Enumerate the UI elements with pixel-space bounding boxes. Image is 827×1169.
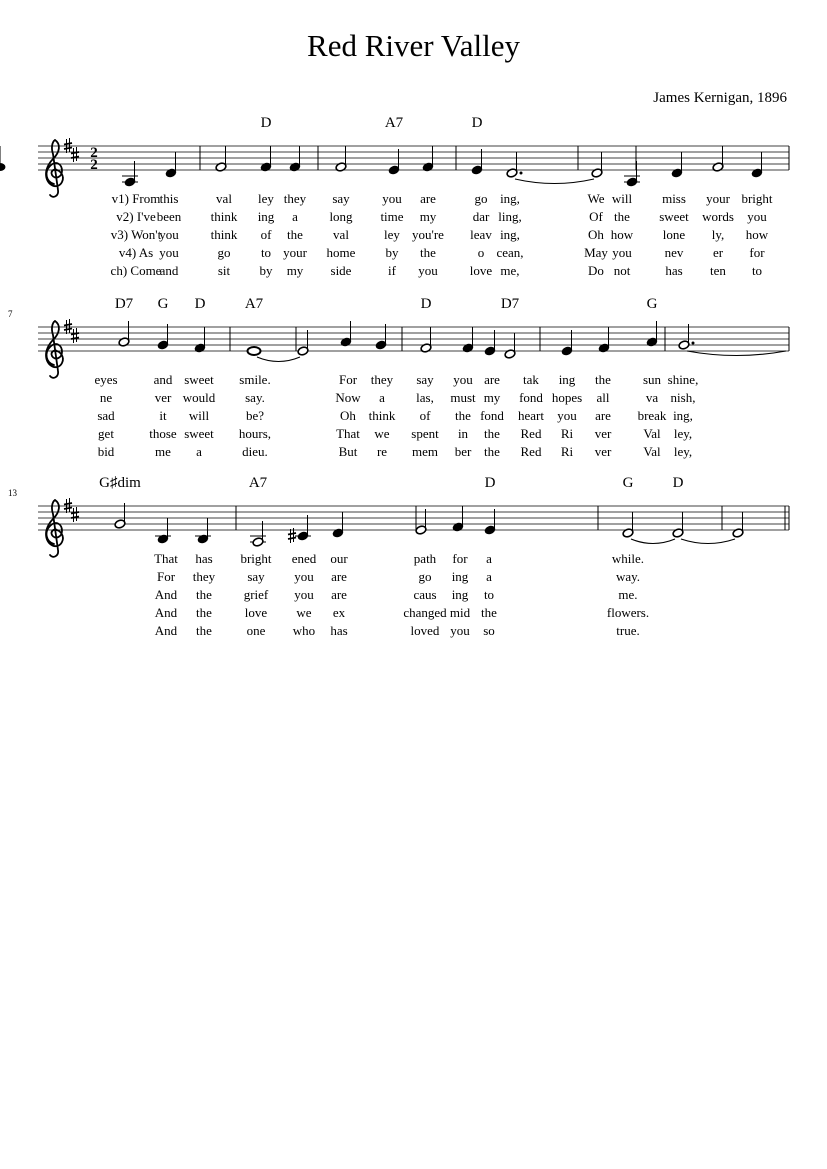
lyric-syllable: ver	[154, 390, 172, 405]
lyric-syllable: v4) As	[118, 245, 154, 260]
note-d4	[165, 152, 177, 178]
lyric-syllable: are	[595, 408, 611, 423]
measure-number: 13	[8, 488, 17, 498]
lyric-syllable: the	[484, 426, 500, 441]
note-d4	[732, 512, 744, 538]
lyric-syllable: love	[244, 605, 268, 620]
lyric-syllable: ex	[332, 605, 346, 620]
lyric-syllable: say	[332, 191, 350, 206]
lyric-syllable: ly,	[711, 227, 725, 242]
lyric-syllable: ing,	[500, 191, 520, 206]
note-d4	[672, 512, 684, 538]
chord-symbol: G♯dim	[99, 475, 141, 491]
lyric-syllable: Ri	[560, 444, 574, 459]
chord-symbol: D	[194, 296, 206, 312]
sharp-icon	[71, 147, 79, 162]
lyric-syllable: time	[380, 209, 404, 224]
note-f4	[462, 327, 474, 353]
lyric-syllable: has	[665, 263, 683, 278]
lyric-syllable: you	[612, 245, 632, 260]
lyric-syllable: if	[388, 263, 396, 278]
lyric-syllable: say.	[245, 390, 265, 405]
song-title: Red River Valley	[307, 28, 520, 63]
treble-clef-icon	[46, 321, 63, 378]
lyric-syllable: me,	[500, 263, 520, 278]
lyric-syllable: Val	[643, 426, 661, 441]
lyric-syllable: by	[385, 245, 399, 260]
lyric-syllable: you	[557, 408, 577, 423]
lyric-syllable: v3) Won't	[110, 227, 162, 242]
lyric-syllable: go	[474, 191, 488, 206]
lyric-syllable: ber	[454, 444, 472, 459]
lyric-syllable: loved	[410, 623, 440, 638]
lyric-syllable: v1) From	[111, 191, 161, 206]
lyric-syllable: are	[331, 587, 347, 602]
lyric-syllable: to	[260, 245, 272, 260]
note-g4	[678, 324, 694, 350]
note-g4	[375, 324, 387, 350]
lyric-syllable: But	[338, 444, 358, 459]
lyric-syllable: go	[418, 569, 432, 584]
lyric-syllable: those	[149, 426, 177, 441]
lyric-syllable: ing	[558, 372, 576, 387]
tie-slur	[515, 179, 594, 184]
note-csharp4	[297, 515, 309, 541]
lyric-syllable: me.	[618, 587, 638, 602]
lyric-syllable: bright	[240, 551, 272, 566]
lyric-syllable: ver	[594, 426, 612, 441]
lyric-syllable: bid	[97, 444, 115, 459]
note-e4	[484, 330, 496, 356]
lyric-syllable: sweet	[184, 426, 214, 441]
lyric-syllable: the	[196, 623, 212, 638]
note-b3	[197, 518, 209, 544]
lyric-syllable: will	[611, 191, 633, 206]
lyric-syllable: Of	[589, 209, 603, 224]
lyric-syllable: they	[283, 191, 307, 206]
note-d4	[671, 152, 683, 178]
lyric-syllable: Val	[643, 444, 661, 459]
sharp-icon	[71, 507, 79, 522]
lyric-syllable: Red	[520, 426, 542, 441]
lyric-syllable: shine,	[667, 372, 699, 387]
lyric-syllable: That	[336, 426, 360, 441]
lyric-syllable: dieu.	[242, 444, 268, 459]
time-signature-denominator: 2	[90, 157, 98, 173]
lyric-syllable: We	[587, 191, 605, 206]
lyric-syllable: That	[154, 551, 178, 566]
lyric-syllable: think	[368, 408, 396, 423]
lyric-syllable: would	[182, 390, 216, 405]
lyric-syllable: the	[484, 444, 500, 459]
lyric-syllable: ing,	[500, 227, 520, 242]
lyric-syllable: Red	[520, 444, 542, 459]
note-d4	[506, 152, 522, 178]
note-a3	[252, 521, 264, 547]
lyric-syllable: the	[196, 587, 212, 602]
note-f4	[215, 146, 227, 172]
lyric-syllable: to	[751, 263, 763, 278]
note-a4	[340, 321, 352, 347]
tie-slur	[257, 357, 300, 362]
sharp-icon	[64, 138, 72, 153]
chord-symbol: A7	[244, 296, 264, 312]
chord-symbol: D	[672, 475, 684, 491]
lyric-syllable: you	[159, 245, 179, 260]
lyric-syllable: side	[330, 263, 352, 278]
lyric-syllable: eyes	[94, 372, 118, 387]
sharp-icon	[71, 328, 79, 343]
sharp-icon	[64, 319, 72, 334]
note-e4	[484, 509, 496, 535]
lyric-syllable: sun	[642, 372, 662, 387]
note-f4	[0, 146, 5, 171]
note-e4	[297, 330, 309, 356]
lyric-syllable: of	[260, 227, 272, 242]
lyric-syllable: must	[450, 390, 476, 405]
lyric-syllable: are	[331, 569, 347, 584]
lyric-syllable: it	[159, 408, 167, 423]
lyric-syllable: home	[326, 245, 356, 260]
lyric-syllable: long	[329, 209, 353, 224]
dot	[520, 172, 523, 175]
lyric-syllable: will	[188, 408, 210, 423]
lyric-syllable: And	[154, 605, 178, 620]
lyric-syllable: ened	[291, 551, 317, 566]
lyric-syllable: ling,	[498, 209, 522, 224]
lyric-syllable: las,	[416, 390, 434, 405]
lyric-syllable: ley	[258, 191, 274, 206]
lyric-syllable: are	[420, 191, 436, 206]
lyric-syllable: of	[419, 408, 431, 423]
lyric-syllable: be?	[245, 408, 265, 423]
note-f4	[260, 146, 272, 172]
lyric-syllable: fond	[480, 408, 504, 423]
lyric-syllable: For	[338, 372, 358, 387]
tie-slur	[631, 539, 675, 544]
lyric-syllable: v2) I've	[116, 209, 156, 224]
lyric-syllable: dar	[472, 209, 490, 224]
lyric-syllable: you	[294, 587, 314, 602]
lyric-syllable: ne	[99, 390, 113, 405]
lyric-syllable: Do	[588, 263, 604, 278]
lyric-syllable: And	[154, 587, 178, 602]
lyric-syllable: break	[637, 408, 667, 423]
lyric-syllable: has	[330, 623, 348, 638]
lyric-syllable: to	[483, 587, 495, 602]
note-f4	[194, 327, 206, 353]
lyric-syllable: your	[283, 245, 307, 260]
lyric-syllable: mem	[412, 444, 438, 459]
lyric-syllable: mid	[449, 605, 471, 620]
sharp-icon	[64, 498, 72, 513]
note-a4	[118, 321, 130, 347]
lyric-syllable: ley	[384, 227, 400, 242]
lyric-syllable: o	[477, 245, 485, 260]
lyric-syllable: you	[294, 569, 314, 584]
lyric-syllable: val	[333, 227, 349, 242]
lyric-syllable: a	[486, 551, 492, 566]
lyric-syllable: for	[749, 245, 765, 260]
lyric-syllable: ch) Come	[110, 263, 162, 278]
lyric-syllable: smile.	[239, 372, 271, 387]
lyric-syllable: we	[296, 605, 312, 620]
lyric-syllable: a	[292, 209, 298, 224]
lyric-syllable: get	[98, 426, 114, 441]
lyric-syllable: been	[156, 209, 182, 224]
treble-clef-icon	[46, 500, 63, 557]
lyric-syllable: ing,	[673, 408, 693, 423]
lyric-syllable: ten	[710, 263, 726, 278]
lyric-syllable: you	[418, 263, 438, 278]
note-d4	[332, 512, 344, 538]
chord-symbol: A7	[384, 115, 404, 131]
lyric-syllable: the	[287, 227, 303, 242]
note-e4	[561, 330, 573, 356]
lyric-syllable: our	[330, 551, 348, 566]
lyric-syllable: one	[246, 623, 266, 638]
lyric-syllable: in	[457, 426, 469, 441]
lyric-syllable: the	[455, 408, 471, 423]
lyric-syllable: nish,	[670, 390, 696, 405]
note-f4	[420, 327, 432, 353]
lyric-syllable: the	[481, 605, 497, 620]
lyric-syllable: this	[159, 191, 179, 206]
chord-symbol: G	[646, 296, 658, 312]
lyric-syllable: while.	[611, 551, 645, 566]
lyric-syllable: how	[745, 227, 769, 242]
lyric-syllable: you	[382, 191, 402, 206]
lyric-syllable: think	[210, 209, 238, 224]
lyric-syllable: ley,	[673, 426, 693, 441]
lyric-syllable: a	[486, 569, 492, 584]
lyric-syllable: nev	[664, 245, 684, 260]
lyric-syllable: you	[450, 623, 470, 638]
lyric-syllable: go	[217, 245, 231, 260]
chord-symbol: A7	[248, 475, 268, 491]
lyric-syllable: by	[259, 263, 273, 278]
lyric-syllable: they	[192, 569, 216, 584]
lyric-syllable: Ri	[560, 426, 574, 441]
chord-symbol: G	[622, 475, 634, 491]
lyric-syllable: hopes	[551, 390, 583, 405]
lyric-syllable: ver	[594, 444, 612, 459]
lyric-syllable: the	[595, 372, 611, 387]
dot	[692, 342, 695, 345]
lyric-syllable: who	[292, 623, 316, 638]
lyric-syllable: changed	[403, 605, 447, 620]
lyric-syllable: we	[374, 426, 390, 441]
lyric-syllable: you	[453, 372, 473, 387]
lyric-syllable: val	[216, 191, 232, 206]
note-f4	[335, 146, 347, 172]
lyric-syllable: the	[614, 209, 630, 224]
chord-symbol: D	[484, 475, 496, 491]
lyric-syllable: Oh	[340, 408, 356, 423]
note-g4	[114, 503, 126, 529]
tie-slur	[681, 539, 735, 544]
note-f4	[289, 146, 301, 172]
lyric-syllable: words	[702, 209, 734, 224]
lyric-syllable: has	[195, 551, 213, 566]
lyric-syllable: ing	[451, 569, 469, 584]
note-e4	[415, 509, 427, 535]
lyric-syllable: heart	[518, 408, 544, 423]
lyric-syllable: so	[483, 623, 495, 638]
measure-number: 7	[8, 309, 13, 319]
composer-credit: James Kernigan, 1896	[653, 90, 787, 106]
lyric-syllable: path	[413, 551, 437, 566]
lyric-syllable: my	[286, 263, 304, 278]
lyric-syllable: ing	[257, 209, 275, 224]
lyric-syllable: way.	[615, 569, 641, 584]
lyric-syllable: sweet	[184, 372, 214, 387]
lyric-syllable: you're	[412, 227, 444, 242]
lyric-syllable: for	[452, 551, 468, 566]
note-f4	[598, 327, 610, 353]
chord-symbol: D7	[500, 296, 520, 312]
lyric-syllable: tak	[523, 372, 539, 387]
chord-symbol: D	[420, 296, 432, 312]
lyric-syllable: not	[613, 263, 631, 278]
note-e4	[248, 346, 261, 356]
lyric-syllable: cean,	[496, 245, 524, 260]
note-a4	[646, 321, 658, 347]
treble-clef-icon	[46, 140, 63, 197]
chord-symbol: G	[157, 296, 169, 312]
lyric-syllable: And	[154, 623, 178, 638]
lyric-syllable: love	[469, 263, 493, 278]
lyric-syllable: the	[196, 605, 212, 620]
lyric-syllable: lone	[662, 227, 686, 242]
tie-slur	[687, 351, 786, 356]
lyric-syllable: are	[484, 372, 500, 387]
lyric-syllable: grief	[243, 587, 269, 602]
lyric-syllable: caus	[413, 587, 437, 602]
lyric-syllable: er	[712, 245, 724, 260]
lyric-syllable: sweet	[659, 209, 689, 224]
note-g4	[157, 324, 169, 350]
lyric-syllable: flowers.	[606, 605, 650, 620]
chord-symbol: D	[260, 115, 272, 131]
lyric-syllable: fond	[519, 390, 543, 405]
lyric-syllable: you	[159, 227, 179, 242]
lyric-syllable: my	[419, 209, 437, 224]
chord-symbol: D7	[114, 296, 134, 312]
lyric-syllable: hours,	[238, 426, 272, 441]
lyric-syllable: va	[645, 390, 659, 405]
lyric-syllable: sad	[97, 408, 115, 423]
lyric-syllable: re	[376, 444, 388, 459]
lyric-syllable: say	[416, 372, 434, 387]
lyric-syllable: the	[420, 245, 436, 260]
lyric-syllable: spent	[411, 426, 439, 441]
time-signature-numerator: 2	[90, 145, 98, 161]
note-f4	[422, 146, 434, 172]
chord-symbol: D	[471, 115, 483, 131]
note-d4	[591, 152, 603, 178]
lyric-syllable: true.	[616, 623, 640, 638]
lyric-syllable: a	[379, 390, 385, 405]
lyric-syllable: all	[596, 390, 610, 405]
lyric-syllable: and	[159, 263, 179, 278]
lyric-syllable: May	[584, 245, 608, 260]
lyric-syllable: think	[210, 227, 238, 242]
note-f4	[452, 506, 464, 532]
note-d4	[504, 333, 516, 359]
note-b3	[157, 518, 169, 544]
lyric-syllable: bright	[741, 191, 773, 206]
lyric-syllable: me	[155, 444, 171, 459]
lyric-syllable: leav	[470, 227, 492, 242]
note-d4	[622, 512, 634, 538]
lyric-syllable: your	[706, 191, 730, 206]
lyric-syllable: ley,	[673, 444, 693, 459]
note-f4	[712, 146, 724, 172]
lyric-syllable: you	[747, 209, 767, 224]
lyric-syllable: and	[153, 372, 173, 387]
lyric-syllable: miss	[662, 191, 686, 206]
lyric-syllable: how	[610, 227, 634, 242]
lyric-syllable: my	[483, 390, 501, 405]
lyric-syllable: ing	[451, 587, 469, 602]
lyric-syllable: For	[156, 569, 176, 584]
lyric-syllable: Oh	[588, 227, 604, 242]
lyric-syllable: a	[196, 444, 202, 459]
note-a3	[124, 161, 136, 187]
lyric-syllable: say	[247, 569, 265, 584]
lyric-syllable: sit	[217, 263, 231, 278]
lyric-syllable: they	[370, 372, 394, 387]
note-d4	[751, 152, 763, 178]
note-e4	[388, 149, 400, 175]
note-e4	[471, 149, 483, 175]
lyric-syllable: Now	[335, 390, 361, 405]
